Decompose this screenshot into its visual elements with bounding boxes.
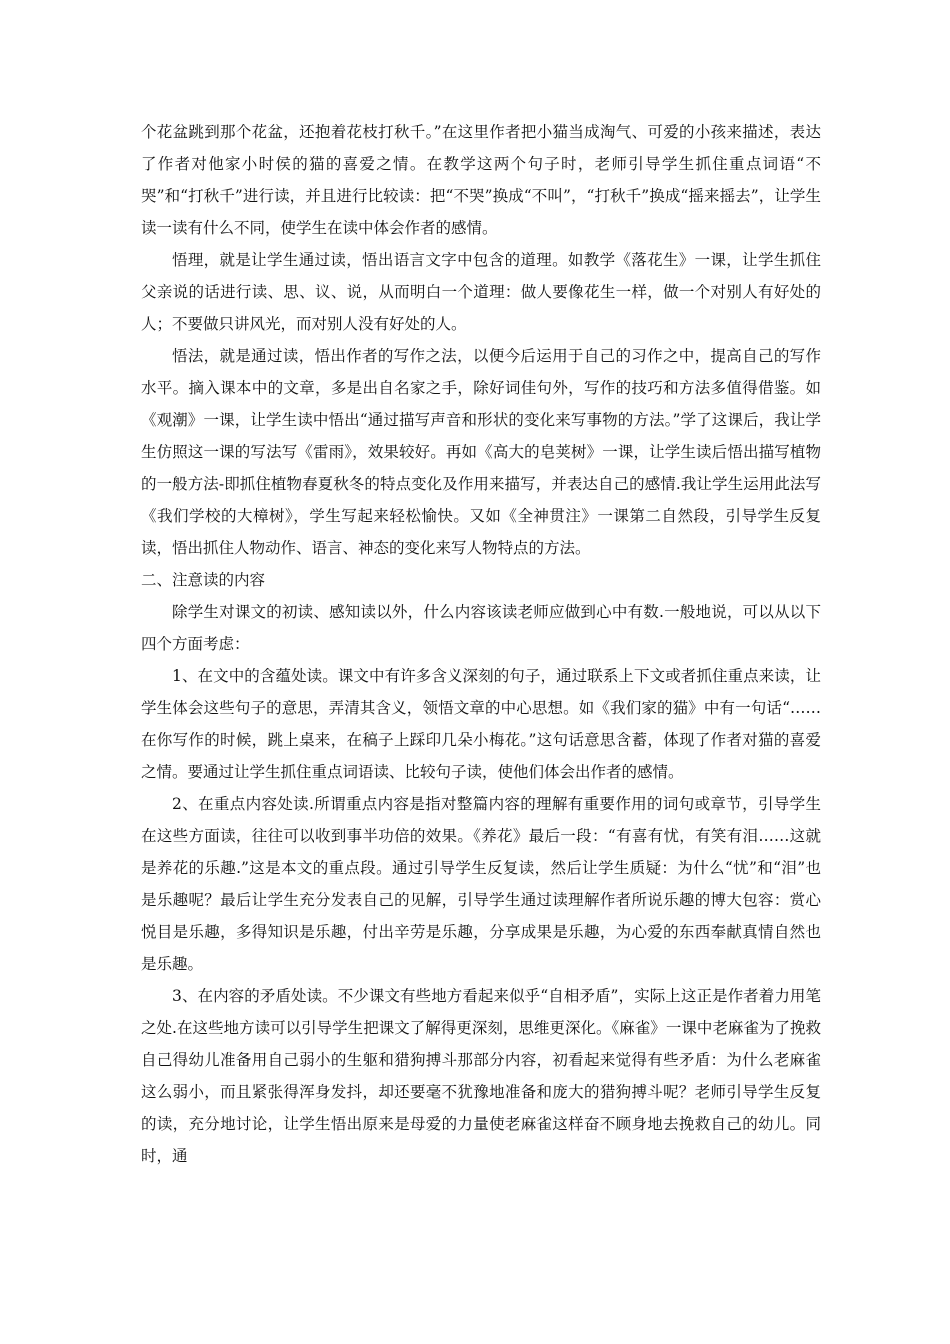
paragraph-continued: 个花盆跳到那个花盆，还抱着花枝打秋千。”在这里作者把小猫当成淘气、可爱的小孩来描述，表达了作者对他家小时侯的猫的喜爱之情。在教学这两个句子时，老师引导学生抓住重点词语“不哭”和“打秋千”进行读，并且进行比较读：把“不哭”换成“不叫”，“打秋千”换成“摇来摇去”，让学生读一读有什么不同，使学生在读中体会作者的感情。 xyxy=(141,123,821,237)
section-heading: 二、注意读的内容 xyxy=(141,571,266,589)
paragraph-intro: 除学生对课文的初读、感知读以外，什么内容该读老师应做到心中有数.一般地说，可以从以下四个方面考虑： xyxy=(141,603,821,653)
paragraph-wufa: 悟法，就是通过读，悟出作者的写作之法，以便今后运用于自己的习作之中，提高自己的写作水平。摘入课本中的文章，多是出自名家之手，除好词佳句外，写作的技巧和方法多值得借鉴。如《观潮》一课，让学生读中悟出“通过描写声音和形状的变化来写事物的方法。”学了这课后，我让学生仿照这一课的写法写《雷雨》，效果较好。再如《高大的皂荚树》一课，让学生读后悟出描写植物的一般方法-即抓住植物春夏秋冬的特点变化及作用来描写，并表达自己的感情.我让学生运用此法写《我们学校的大樟树》，学生写起来轻松愉快。又如《全神贯注》一课第二自然段，引导学生反复读，悟出抓住人物动作、语言、神态的变化来写人物特点的方法。 xyxy=(141,347,821,557)
paragraph-point-3: 3、在内容的矛盾处读。不少课文有些地方看起来似乎“自相矛盾”，实际上这正是作者着力用笔之处.在这些地方读可以引导学生把课文了解得更深刻，思维更深化。《麻雀》一课中老麻雀为了挽救自己得幼儿准备用自己弱小的生躯和猎狗搏斗那部分内容，初看起来觉得有些矛盾：为什么老麻雀这么弱小，而且紧张得浑身发抖，却还要毫不犹豫地准备和庞大的猎狗搏斗呢？老师引导学生反复的读，充分地讨论，让学生悟出原来是母爱的力量使老麻雀这样奋不顾身地去挽救自己的幼儿。同时，通 xyxy=(141,987,821,1165)
paragraph-point-2: 2、在重点内容处读.所谓重点内容是指对整篇内容的理解有重要作用的词句或章节，引导学生在这些方面读，往往可以收到事半功倍的效果。《养花》最后一段：“有喜有忧，有笑有泪……这就是养花的乐趣.”这是本文的重点段。通过引导学生反复读，然后让学生质疑：为什么“忧”和“泪”也是乐趣呢？最后让学生充分发表自己的见解，引导学生通过读理解作者所说乐趣的博大包容：赏心悦目是乐趣，多得知识是乐趣，付出辛劳是乐趣，分享成果是乐趣，为心爱的东西奉献真情自然也是乐趣。 xyxy=(141,795,821,973)
document-body xyxy=(141,116,821,1172)
paragraph-point-1: 1、在文中的含蕴处读。课文中有许多含义深刻的句子，通过联系上下文或者抓住重点来读，让学生体会这些句子的意思，弄清其含义，领悟文章的中心思想。如《我们家的猫》中有一句话“……在你写作的时候，跳上桌来，在稿子上踩印几朵小梅花。”这句话意思含蓄，体现了作者对猫的喜爱之情。要通过让学生抓住重点词语读、比较句子读，使他们体会出作者的感情。 xyxy=(141,667,821,781)
paragraph-wuli: 悟理，就是让学生通过读，悟出语言文字中包含的道理。如教学《落花生》一课，让学生抓住父亲说的话进行读、思、议、说，从而明白一个道理：做人要像花生一样，做一个对别人有好处的人；不要做只讲风光，而对别人没有好处的人。 xyxy=(141,251,821,333)
